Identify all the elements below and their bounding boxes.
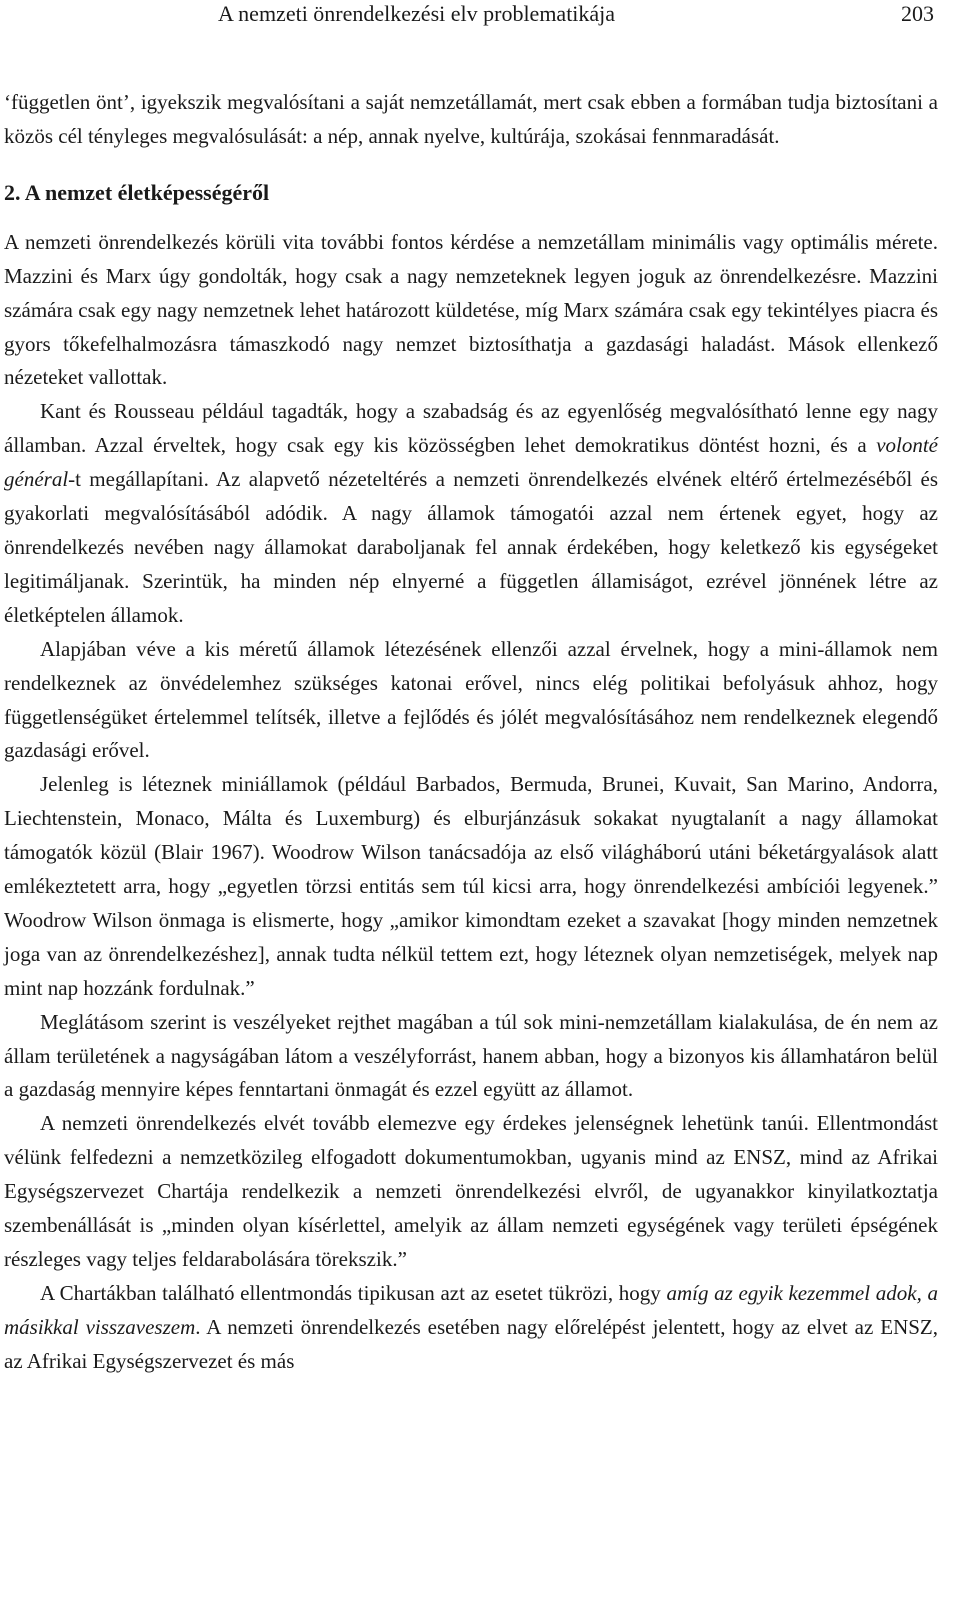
paragraph-7-text-a: A Chartákban található ellentmondás tipikusan azt az esetet tükrözi, hogy [40,1280,667,1305]
page-number: 203 [901,1,934,26]
paragraph-5: Meglátásom szerint is veszélyeket rejthet magában a túl sok mini-nemzetállam kialakulása, de én nem az állam területének a nagyságában látom a veszélyforrást, hanem abban, hogy a bizonyos kis államhatáron belül a gazdaság mennyire képes fenntartani önmagát és ezzel együtt az államot. [4,1009,938,1102]
paragraph-2-italic: volonté général [4,433,938,492]
paragraph-1: A nemzeti önrendelkezés körüli vita további fontos kérdése a nemzetállam minimális vagy optimális mérete. Mazzini és Marx úgy gondolták, hogy csak a nagy nemzeteknek legyen joguk az önrendelkezésre. Mazzini számára csak egy nagy nemzetnek lehet határozott küldetése, míg Marx számára csak egy tekintélyes piacra és gyors tőkefelhalmozásra támaszkodó nagy nemzet biztosíthatja a gazdasági haladást. Mások ellenkező nézeteket vallottak. [4,229,938,390]
paragraph-4: Jelenleg is léteznek miniállamok (például Barbados, Bermuda, Brunei, Kuvait, San Marino, Andorra, Liechtenstein, Monaco, Málta és Luxemburg) és elburjánzásuk sokakat nyugtalanít a nagy államokat támogatók közül (Blair 1967). Woodrow Wilson tanácsadója az első világháború utáni béketárgyalások alatt emlékeztetett arra, hogy „egyetlen törzsi entitás sem túl kicsi arra, hogy önrendelkezési ambíciói legyenek.” Woodrow Wilson önmaga is elismerte, hogy „amikor kimondtam ezeket a szavakat [hogy minden nemzetnek joga van az önrendelkezéshez], annak tudta nélkül tettem ezt, hogy léteznek olyan nemzetiségek, melyek nap mint nap hozzánk fordulnak.” [4,772,938,1000]
paragraph-2 [4,395,938,632]
section-heading: 2. A nemzet életképességéről [4,179,270,205]
paragraph-2-text-a: Kant és Rousseau például tagadták, hogy a szabadság és az egyenlőség megvalósítható lenne egy nagy államban. Azzal érveltek, hogy csak egy kis közösségben lehet demokratikus döntést hozni, és a [4,399,938,458]
paragraph-7 [4,1277,938,1379]
paragraph-7-italic: amíg az egyik kezemmel adok, a másikkal visszaveszem [4,1280,938,1339]
paragraph-3: Alapjában véve a kis méretű államok létezésének ellenzői azzal érvelnek, hogy a mini-államok nem rendelkeznek az önvédelemhez szükséges katonai erővel, nincs elég politikai befolyásuk ahhoz, hogy függetlenségüket értelemmel telítsék, illetve a fejlődés és jólét megvalósításához nem rendelkeznek elegendő gazdasági erővel. [4,636,938,763]
running-header [4,0,938,40]
paragraph-2-text-b: -t megállapítani. Az alapvető nézeteltérés a nemzeti önrendelkezés elvének eltérő értelmezéséből és gyakorlati megvalósításából adódik. A nagy államok támogatói azzal nem értenek egyet, hogy az önrendelkezés nevében nagy államokat daraboljanak fel annak érdekében, hogy keletkező kis egységeket legitimáljanak. Szerintük, ha minden nép elnyerné a független államiságot, ezrével jönnének létre az életképtelen államok. [4,467,938,627]
body-text [4,86,938,1379]
running-title: A nemzeti önrendelkezési elv problematikája [218,1,616,26]
paragraph-7-text-b: . A nemzeti önrendelkezés esetében nagy előrelépést jelentett, hogy az elvet az ENSZ, az Afrikai Egységszervezet és más [4,1314,939,1373]
intro-paragraph: ‘független önt’, igyekszik megvalósítani a saját nemzetállamát, mert csak ebben a formában tudja biztosítani a közös cél tényleges megvalósulását: a nép, annak nyelve, kultúrája, szokásai fennmaradását. [4,90,938,148]
paragraph-6: A nemzeti önrendelkezés elvét tovább elemezve egy érdekes jelenségnek lehetünk tanúi. Ellentmondást vélünk felfedezni a nemzetközileg elfogadott dokumentumokban, ugyanis mind az ENSZ, mind az Afrikai Egységszervezet Chartája rendelkezik a nemzeti önrendelkezési elvről, de ugyanakkor kinyilatkoztatja szembenállását is „minden olyan kísérlettel, amelyik az állam nemzeti egységének vagy területi épségének részleges vagy teljes feldarabolására törekszik.” [4,1111,938,1271]
